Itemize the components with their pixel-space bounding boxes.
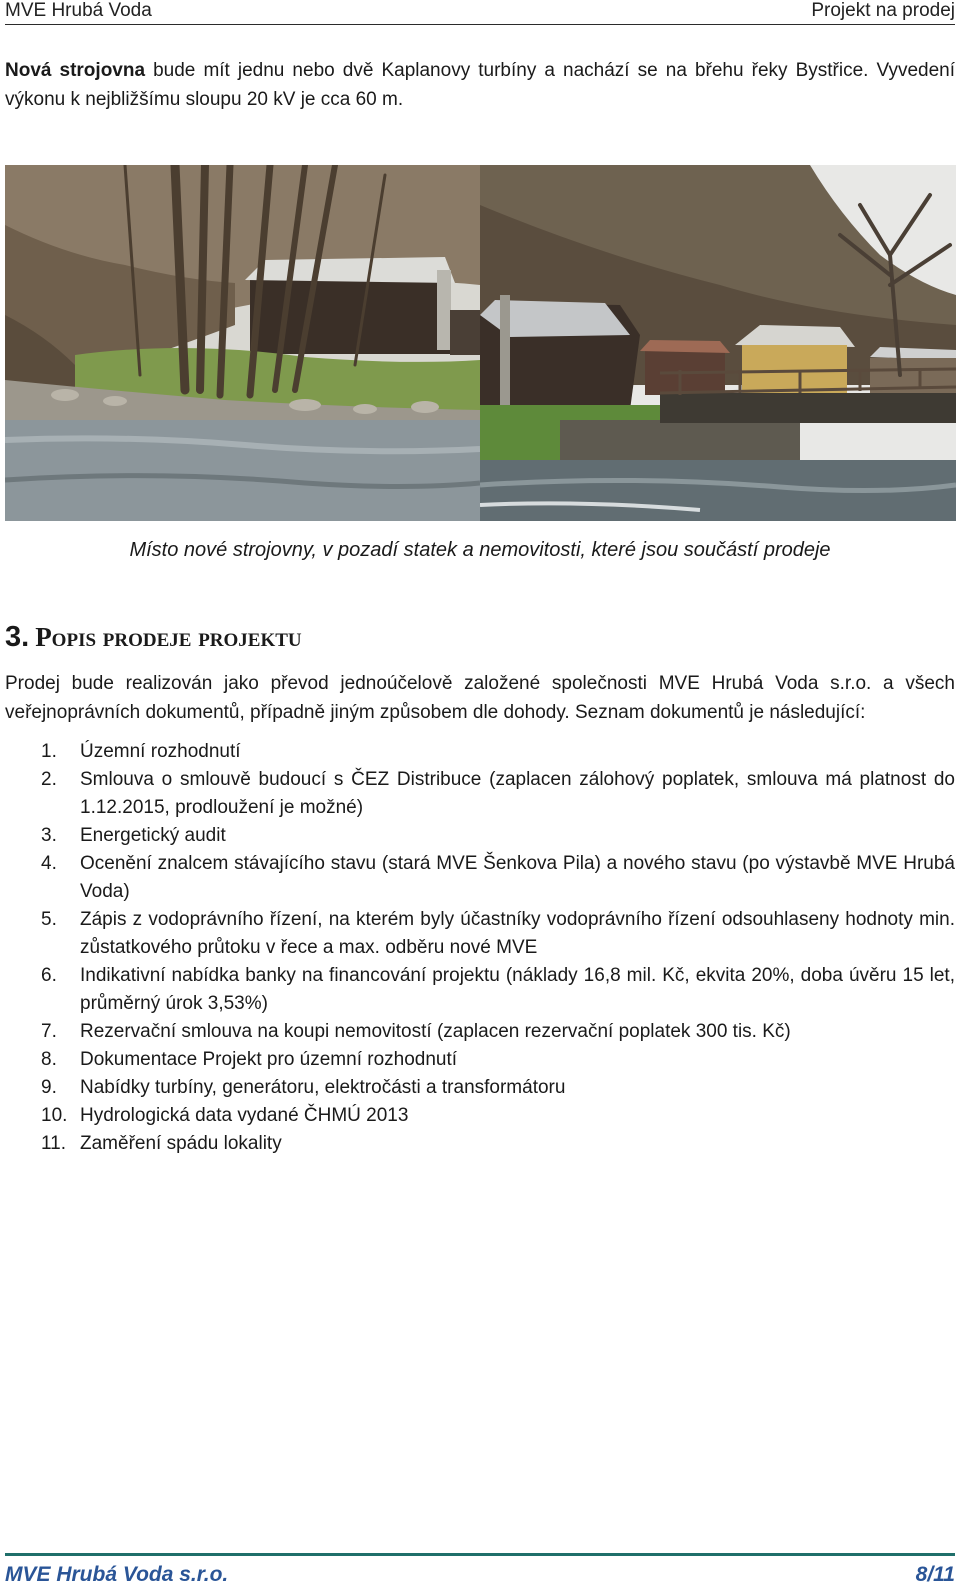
list-item-number: 4. xyxy=(41,853,57,874)
photo-farmhouses-bridge xyxy=(480,165,956,521)
list-item xyxy=(5,850,955,906)
list-item-number: 5. xyxy=(41,909,57,930)
list-item xyxy=(5,738,955,766)
list-item-number: 11. xyxy=(41,1133,67,1154)
list-item xyxy=(5,822,955,850)
list-item xyxy=(5,1102,955,1130)
list-item-number: 9. xyxy=(41,1077,57,1098)
header-document-title: Projekt na prodej xyxy=(811,0,955,21)
list-item-text: Zaměření spádu lokality xyxy=(80,1133,282,1154)
intro-bold-term: Nová strojovna xyxy=(5,60,146,81)
list-item xyxy=(5,1074,955,1102)
list-item-number: 1. xyxy=(41,741,57,762)
intro-text: bude mít jednu nebo dvě Kaplanovy turbíny a nachází se na břehu řeky Bystřice. Vyvedení výkonu k nejbližšímu sloupu 20 kV je cca 60 m. xyxy=(5,60,955,110)
intro-paragraph xyxy=(5,56,955,114)
list-item xyxy=(5,1130,955,1158)
page-number: 8/11 xyxy=(915,1563,955,1586)
footer-company: MVE Hrubá Voda s.r.o. xyxy=(5,1563,229,1586)
photo-riverbank-trees xyxy=(5,165,480,521)
section-title: Popis prodeje projektu xyxy=(35,622,302,652)
list-item-number: 10. xyxy=(41,1105,68,1126)
list-item xyxy=(5,1018,955,1046)
list-item-number: 6. xyxy=(41,965,57,986)
section-body: Prodej bude realizován jako převod jednoúčelově založené společnosti MVE Hrubá Voda s.r.o. a všech veřejnoprávních dokumentů, případně jiným způsobem dle dohody. Seznam dokumentů je následující: xyxy=(5,673,955,723)
list-item-text: Nabídky turbíny, generátoru, elektročásti a transformátoru xyxy=(80,1077,566,1098)
page-footer xyxy=(5,1553,955,1592)
list-item-number: 7. xyxy=(41,1021,57,1042)
list-item xyxy=(5,906,955,962)
list-item-text: Indikativní nabídka banky na financování projektu (náklady 16,8 mil. Kč, ekvita 20%, doba úvěru 15 let, průměrný úrok 3,53%) xyxy=(80,965,955,1014)
section-number: 3. xyxy=(5,621,30,653)
farmhouses-image xyxy=(480,165,956,521)
list-item xyxy=(5,1046,955,1074)
list-item-text: Hydrologická data vydané ČHMÚ 2013 xyxy=(80,1105,409,1126)
list-item-number: 2. xyxy=(41,769,57,790)
riverbank-image xyxy=(5,165,480,521)
list-item xyxy=(5,766,955,822)
list-item-text: Dokumentace Projekt pro územní rozhodnutí xyxy=(80,1049,458,1070)
list-item-number: 8. xyxy=(41,1049,57,1070)
list-item-text: Ocenění znalcem stávajícího stavu (stará MVE Šenkova Pila) a nového stavu (po výstavbě MVE Hrubá Voda) xyxy=(80,853,955,902)
list-item-text: Rezervační smlouva na koupi nemovitostí (zaplacen rezervační poplatek 300 tis. Kč) xyxy=(80,1021,791,1042)
list-item-text: Smlouva o smlouvě budoucí s ČEZ Distribuce (zaplacen zálohový poplatek, smlouva má platnost do 1.12.2015, prodloužení je možné) xyxy=(80,769,955,818)
list-item-text: Územní rozhodnutí xyxy=(80,741,241,762)
list-item-number: 3. xyxy=(41,825,57,846)
list-item xyxy=(5,962,955,1018)
section-heading xyxy=(5,620,302,654)
photo-caption: Místo nové strojovny, v pozadí statek a nemovitosti, které jsou součástí prodeje xyxy=(129,539,831,561)
header-company: MVE Hrubá Voda xyxy=(5,0,152,21)
page-header xyxy=(5,0,955,25)
list-item-text: Zápis z vodoprávního řízení, na kterém byly účastníky vodoprávního řízení odsouhlaseny hodnoty min. zůstatkového průtoku v řece a max. odběru nové MVE xyxy=(80,909,955,958)
list-item-text: Energetický audit xyxy=(80,825,226,846)
document-list xyxy=(5,738,955,1158)
